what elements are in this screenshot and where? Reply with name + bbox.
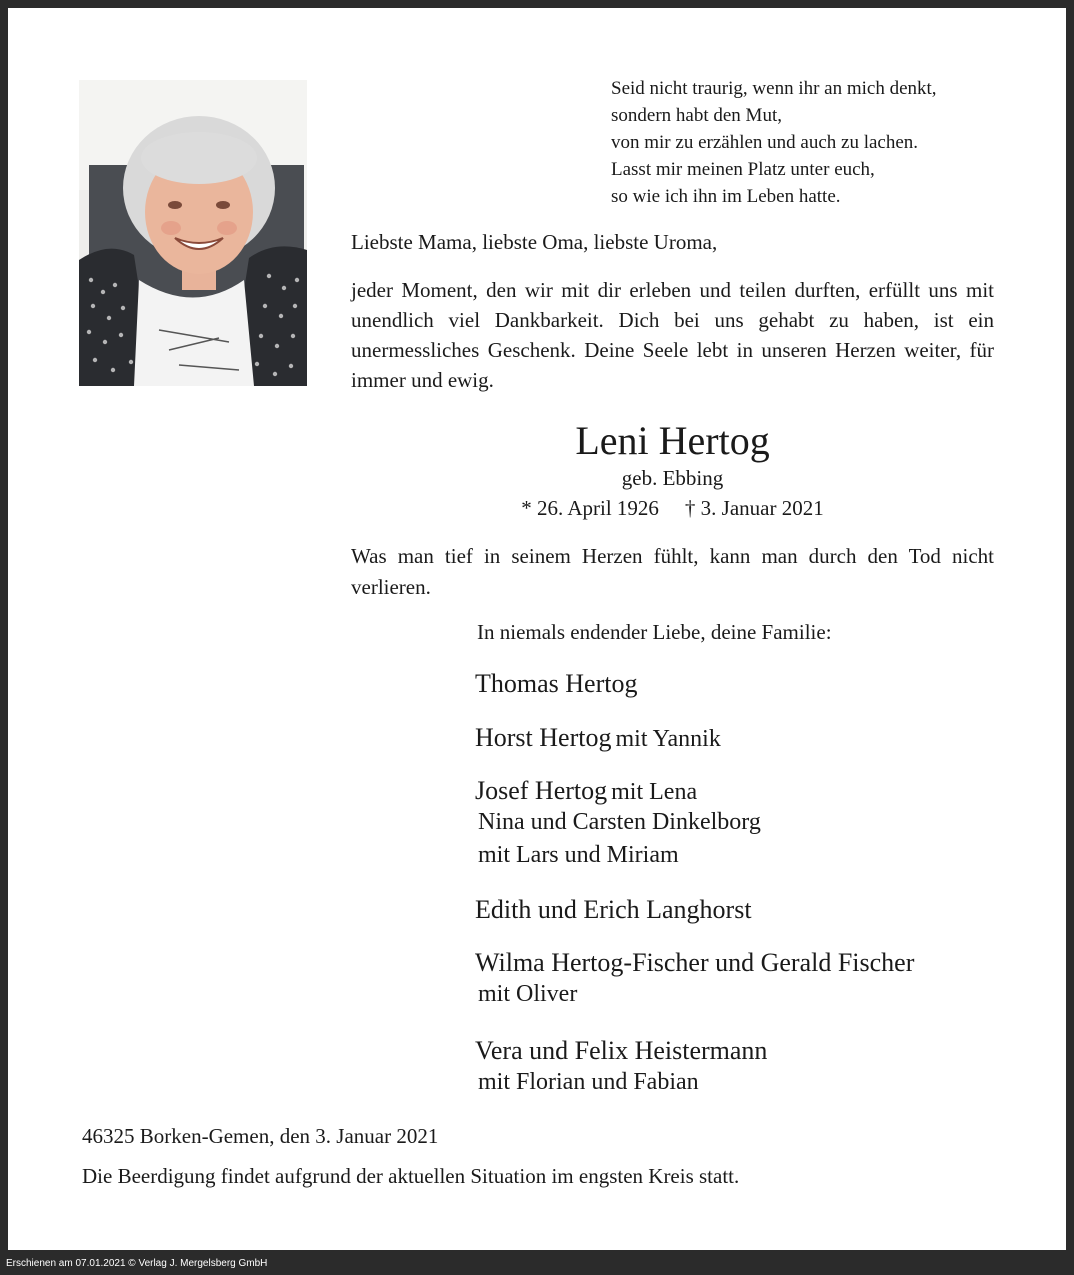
family-member: Nina und Carsten Dinkelborg	[478, 809, 761, 835]
family-member-with: mit Lars und Miriam	[478, 842, 679, 868]
poem-line: Seid nicht traurig, wenn ihr an mich denkt,	[611, 78, 937, 99]
family-member: Edith und Erich Langhorst	[475, 895, 752, 924]
poem	[611, 75, 1031, 210]
death-date: † 3. Januar 2021	[684, 496, 824, 520]
family-entry	[475, 948, 1035, 1011]
place-date: 46325 Borken-Gemen, den 3. Januar 2021	[82, 1124, 439, 1148]
family-entry	[475, 723, 1035, 753]
family-entry	[475, 776, 1035, 872]
message-paragraph: jeder Moment, den wir mit dir erleben und teilen durften, erfüllt uns mit unendlich viel Dankbarkeit. Dich bei uns gehabt zu haben, ist ein unermessliches Geschenk. Deine Seele lebt in unseren Herzen weiter, für immer und ewig.	[351, 278, 994, 392]
family-member-with: mit Yannik	[615, 726, 721, 752]
poem-line: von mir zu erzählen und auch zu lachen.	[611, 132, 919, 153]
poem-line: so wie ich ihn im Leben hatte.	[611, 186, 841, 207]
quote: Was man tief in seinem Herzen fühlt, kann man durch den Tod nicht verlieren.	[351, 544, 994, 599]
deceased-name: Leni Hertog	[575, 418, 770, 463]
family-member: Wilma Hertog-Fischer und Gerald Fischer	[475, 948, 915, 977]
family-member-with: mit Florian und Fabian	[478, 1069, 699, 1095]
greeting: Liebste Mama, liebste Oma, liebste Uroma,	[351, 230, 718, 254]
family-member: Horst Hertog	[475, 723, 612, 752]
family-member: Thomas Hertog	[475, 669, 638, 698]
portrait-image	[79, 80, 307, 386]
funeral-notice: Die Beerdigung findet aufgrund der aktuellen Situation im engsten Kreis statt.	[82, 1164, 740, 1188]
family-member: Josef Hertog	[475, 776, 608, 805]
obituary-page	[8, 8, 1066, 1250]
family-member: Vera und Felix Heistermann	[475, 1036, 768, 1065]
portrait-photo	[79, 80, 307, 386]
maiden-name: geb. Ebbing	[621, 466, 724, 490]
publisher-footer: Erschienen am 07.01.2021 © Verlag J. Mergelsberg GmbH	[0, 1252, 1074, 1275]
family-member-with: mit Oliver	[478, 981, 578, 1007]
family-intro: In niemals endender Liebe, deine Familie:	[477, 620, 832, 644]
family-entry	[475, 669, 1035, 699]
birth-date: * 26. April 1926	[521, 496, 659, 520]
life-dates	[351, 495, 994, 521]
family-entry	[475, 895, 1035, 925]
poem-line: Lasst mir meinen Platz unter euch,	[611, 159, 875, 180]
family-entry	[475, 1036, 1035, 1099]
family-member-with: mit Lena	[611, 779, 698, 805]
poem-line: sondern habt den Mut,	[611, 105, 782, 126]
